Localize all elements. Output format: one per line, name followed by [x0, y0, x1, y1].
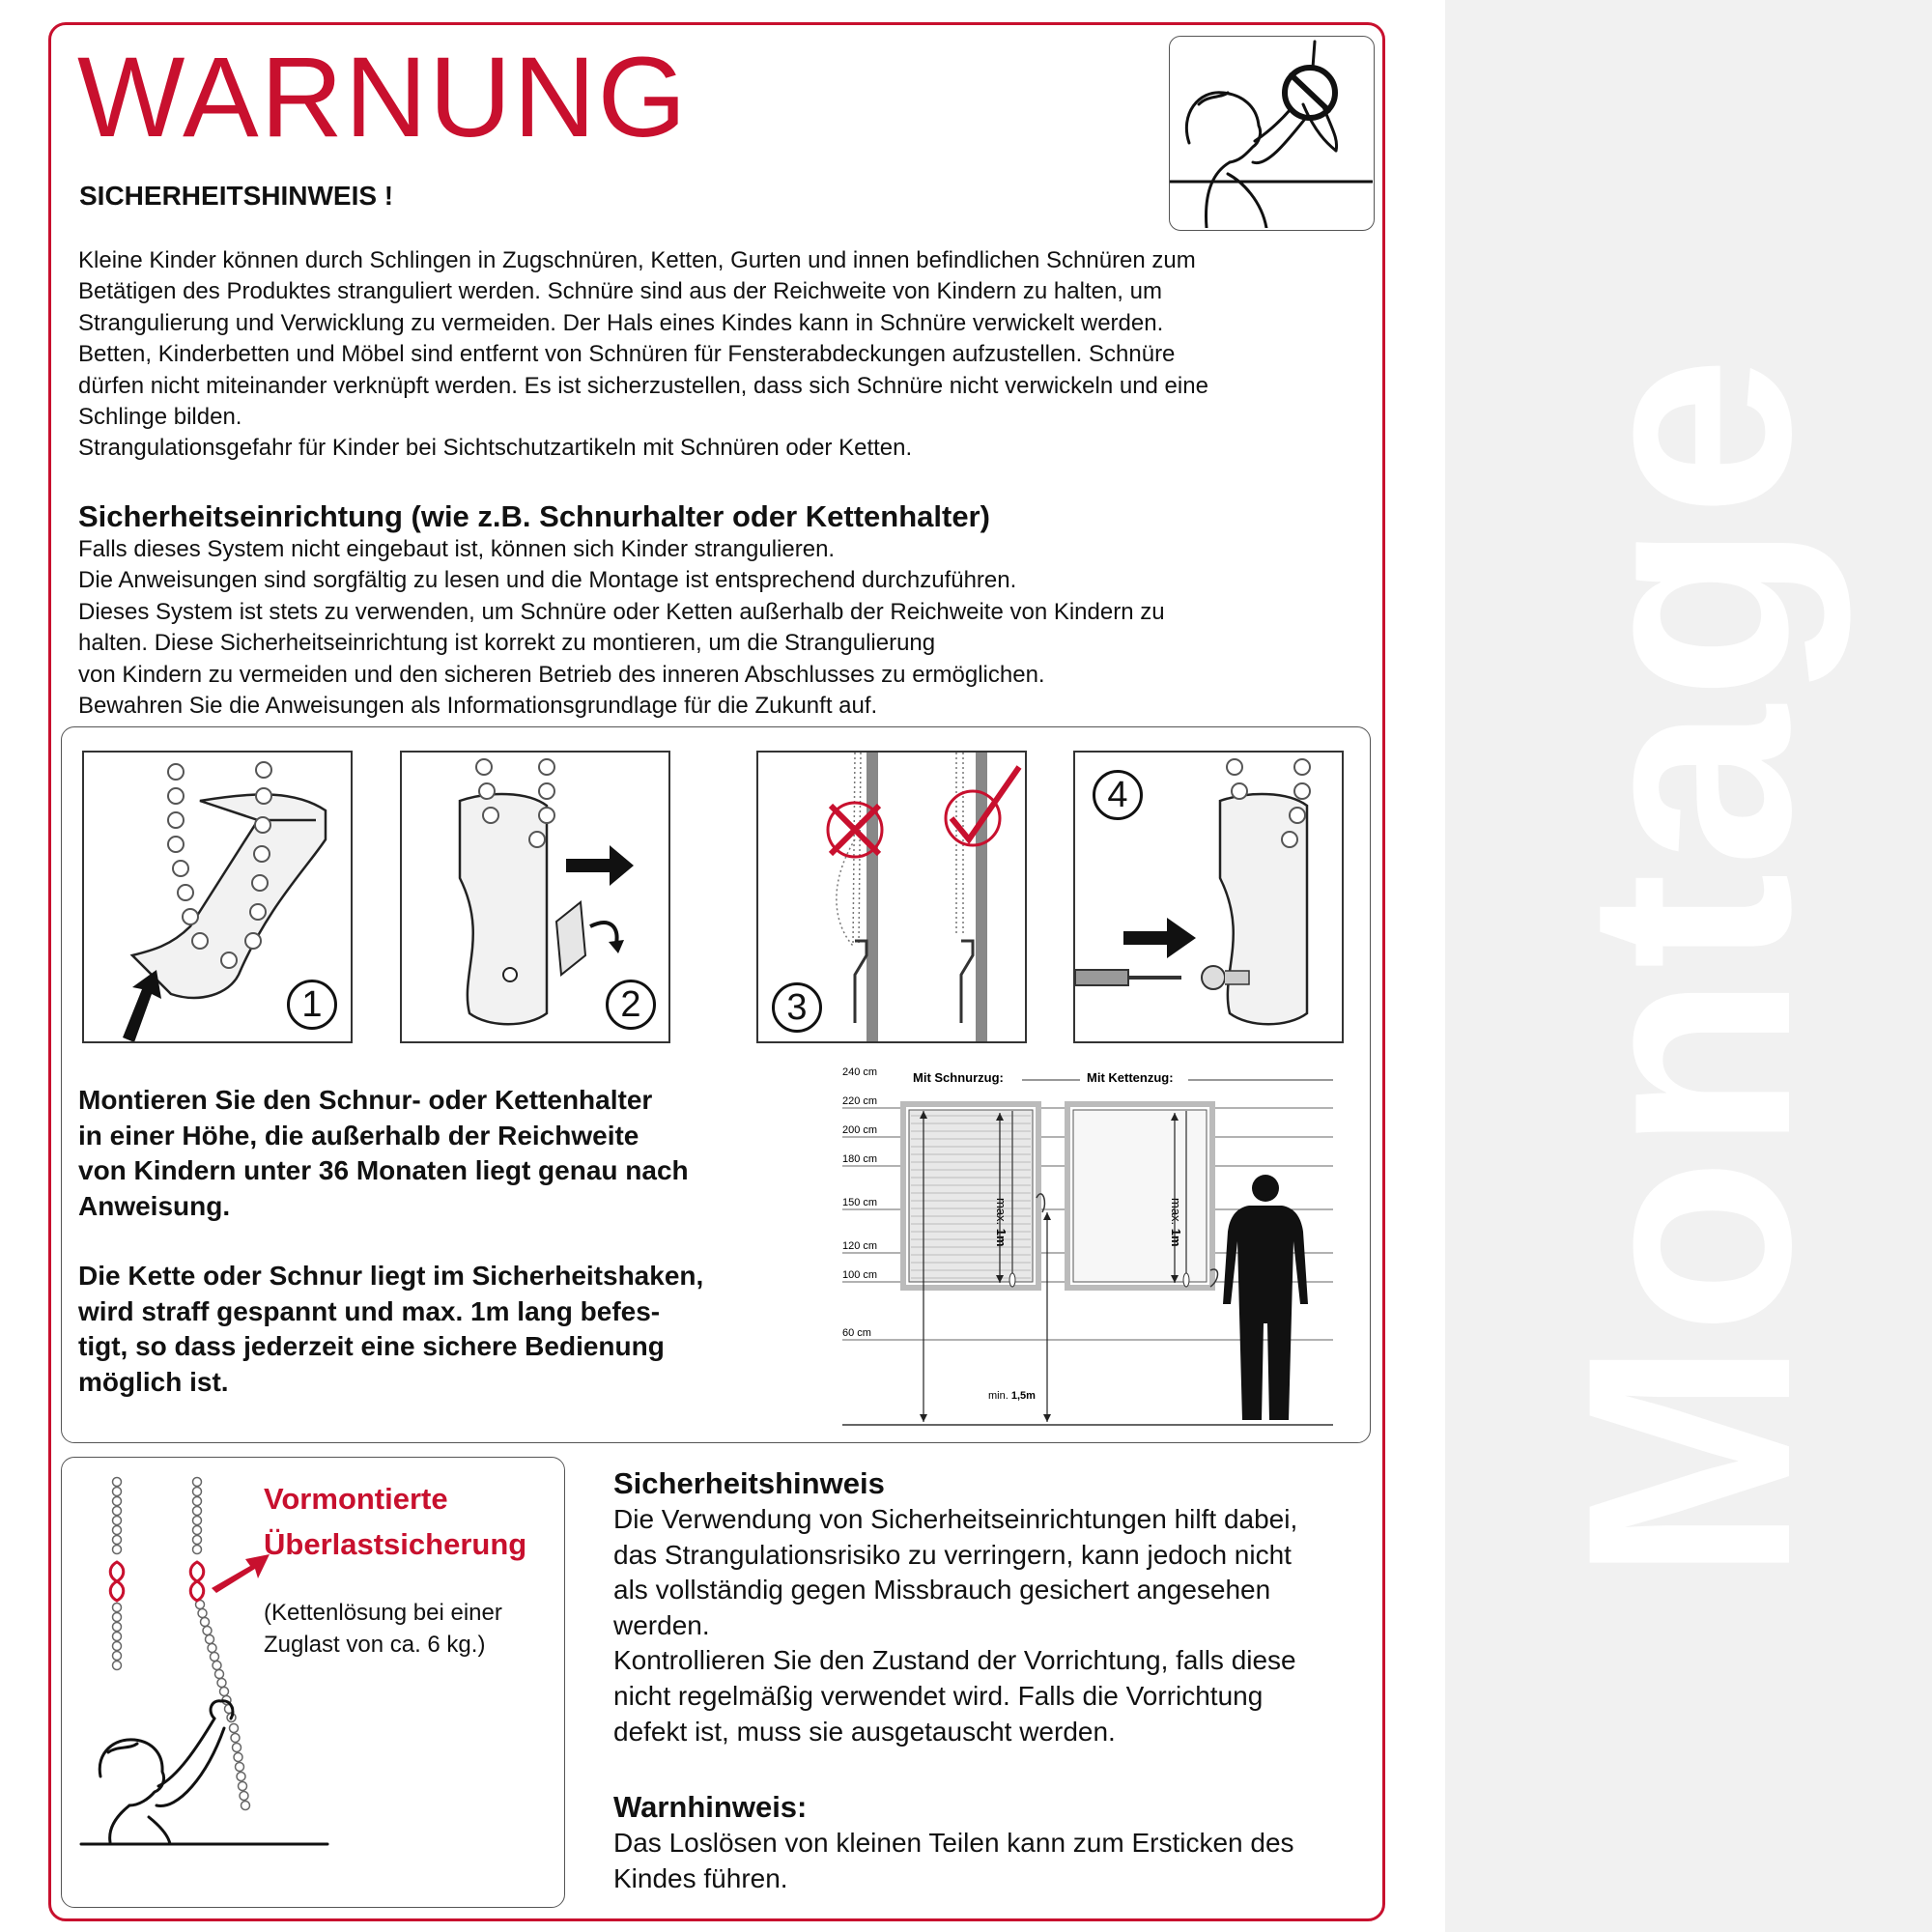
- warning-heading: Warnhinweis:: [613, 1790, 808, 1824]
- chain-label: Mit Kettenzug:: [1087, 1070, 1174, 1085]
- page-subtitle: SICHERHEITSHINWEIS !: [79, 181, 394, 211]
- intro-line: dürfen nicht miteinander verknüpft werden. Es ist sicherzustellen, dass sich Schnüre nicht verwickeln und eine: [78, 372, 1208, 399]
- device-heading: Sicherheitseinrichtung (wie z.B. Schnurhalter oder Kettenhalter): [78, 499, 990, 533]
- height-level-label: 220 cm: [842, 1095, 878, 1107]
- device-line: von Kindern zu vermeiden und den sicheren Betrieb des inneren Abschlusses zu ermöglichen.: [78, 661, 1045, 688]
- window-chain: [1067, 1104, 1218, 1288]
- intro-line: Strangulierung und Verwicklung zu vermeiden. Der Hals eines Kindes kann in Schnüre verwickelt werden.: [78, 309, 1164, 336]
- intro-line: Kleine Kinder können durch Schlingen in Zugschnüren, Ketten, Gurten und innen befindlichen Schnüren zum: [78, 247, 1196, 273]
- mount-instruction-2: Die Kette oder Schnur liegt im Sicherheitshaken, wird straff gespannt und max. 1m lang befes- tigt, so dass jederzeit eine sichere Bedienung möglich ist.: [78, 1261, 704, 1397]
- child-pulling-cord-icon: [1170, 37, 1373, 228]
- device-paragraph: [78, 534, 1165, 722]
- height-level-label: 120 cm: [842, 1240, 878, 1252]
- overload-title-2: Überlastsicherung: [264, 1527, 527, 1561]
- step-2-panel: [400, 751, 670, 1043]
- height-level-label: 180 cm: [842, 1153, 878, 1165]
- device-line: halten. Diese Sicherheitseinrichtung ist korrekt zu montieren, um die Strangulierung: [78, 630, 936, 657]
- overload-title-1: Vormontierte: [264, 1482, 448, 1516]
- height-diagram: [838, 1063, 1341, 1435]
- min-label: min. 1,5m: [988, 1390, 1036, 1402]
- step-number: 2: [606, 980, 656, 1030]
- overload-panel: [61, 1457, 565, 1908]
- mount-instruction-1: Montieren Sie den Schnur- oder Kettenhalter in einer Höhe, die außerhalb der Reichweite von Kindern unter 36 Monaten liegt genau nach Anweisung.: [78, 1085, 689, 1221]
- intro-paragraph: [78, 245, 1208, 465]
- side-strip: [1445, 0, 1932, 1932]
- safety-text: Die Verwendung von Sicherheitseinrichtungen hilft dabei, das Strangulationsrisiko zu verringern, kann jedoch nicht als vollständig gegen Missbrauch gesichert angesehen werden. Kontrollieren Sie den Zustand der Vorrichtung, falls diese nicht regelmäßig verwendet wird. Falls die Vorrichtung defekt ist, muss sie ausgetauscht werden.: [613, 1504, 1298, 1747]
- step-number: 1: [287, 980, 337, 1030]
- intro-line: Strangulationsgefahr für Kinder bei Sichtschutzartikeln mit Schnüren oder Ketten.: [78, 435, 913, 462]
- height-level-label: 150 cm: [842, 1197, 878, 1208]
- height-level-label: 100 cm: [842, 1269, 878, 1281]
- cord-label: Mit Schnurzug:: [913, 1070, 1004, 1085]
- overload-note: (Kettenlösung bei einer Zuglast von ca. 6 kg.): [264, 1600, 502, 1658]
- intro-line: Betätigen des Produktes stranguliert werden. Schnüre sind aus der Reichweite von Kindern zu halten, um: [78, 278, 1162, 305]
- device-line: Die Anweisungen sind sorgfältig zu lesen und die Montage ist entsprechend durchzuführen.: [78, 567, 1017, 594]
- warning-text: Das Loslösen von kleinen Teilen kann zum Ersticken des Kindes führen.: [613, 1828, 1294, 1893]
- device-line: Dieses System ist stets zu verwenden, um Schnüre oder Ketten außerhalb der Reichweite von Kindern zu: [78, 598, 1165, 625]
- height-diagram-svg: [838, 1063, 1341, 1435]
- intro-line: Schlinge bilden.: [78, 404, 242, 431]
- page-title: WARNUNG: [77, 34, 689, 161]
- step-number: 3: [772, 982, 822, 1033]
- window-cord: [903, 1104, 1044, 1288]
- max-label: max. 1m: [1169, 1198, 1183, 1247]
- height-level-label: 200 cm: [842, 1124, 878, 1136]
- step-1-panel: [82, 751, 353, 1043]
- person-silhouette: [1223, 1175, 1308, 1420]
- overload-chain-icon: [62, 1458, 564, 1907]
- safety-heading: Sicherheitshinweis: [613, 1466, 885, 1500]
- max-label: max. 1m: [994, 1198, 1009, 1247]
- step-number: 4: [1093, 770, 1143, 820]
- side-label: Montage: [1526, 350, 1851, 1582]
- height-level-label: 240 cm: [842, 1066, 878, 1078]
- device-line: Falls dieses System nicht eingebaut ist, können sich Kinder strangulieren.: [78, 536, 836, 562]
- device-line: Bewahren Sie die Anweisungen als Informationsgrundlage für die Zukunft auf.: [78, 693, 878, 720]
- height-level-label: 60 cm: [842, 1327, 871, 1339]
- step-3-panel: [756, 751, 1027, 1043]
- child-warning-pictogram: [1169, 36, 1375, 231]
- intro-line: Betten, Kinderbetten und Möbel sind entfernt von Schnüren für Fensterabdeckungen aufzustellen. Schnüre: [78, 341, 1176, 368]
- step-4-panel: [1073, 751, 1344, 1043]
